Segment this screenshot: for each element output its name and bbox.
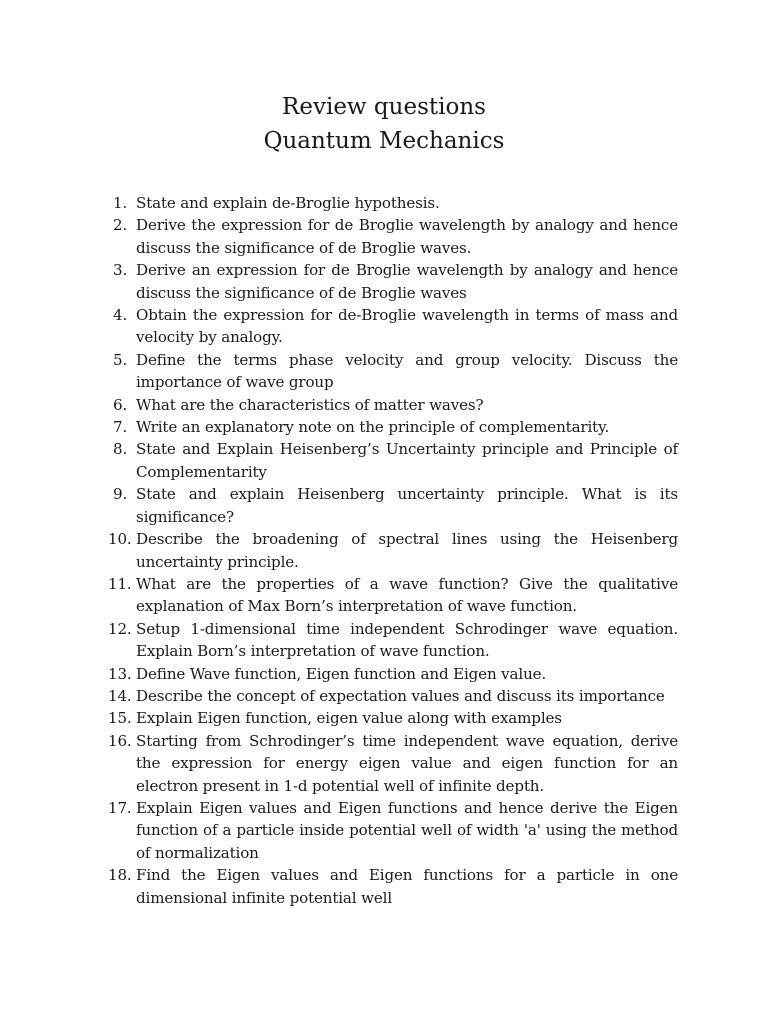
question-item-17 [108, 797, 678, 864]
question-text: Find the Eigen values and Eigen functions for a particle in one dimensional infinite potential well [136, 866, 678, 907]
question-item-15 [108, 707, 678, 729]
question-text: What are the properties of a wave function? Give the qualitative explanation of Max Born’s interpretation of wave function. [136, 574, 678, 616]
question-item-14 [108, 685, 678, 707]
page-title: Review questions [282, 94, 486, 120]
question-item-13 [108, 663, 678, 685]
question-number: 13. [108, 664, 132, 683]
question-number: 12. [108, 619, 132, 638]
question-text: Define the terms phase velocity and group velocity. Discuss the importance of wave group [136, 350, 678, 392]
question-number: 14. [108, 686, 132, 705]
question-text: State and explain de-Broglie hypothesis. [136, 194, 440, 212]
question-text: Derive an expression for de Broglie wavelength by analogy and hence discuss the significance of de Broglie waves [136, 261, 678, 302]
question-list [108, 192, 678, 909]
question-item-16 [108, 730, 678, 797]
question-number: 18. [108, 866, 132, 885]
title-block [0, 90, 768, 158]
question-item-11 [108, 573, 678, 618]
question-item-18 [108, 864, 678, 909]
page-subtitle: Quantum Mechanics [263, 128, 505, 154]
question-text: Define Wave function, Eigen function and Eigen value. [136, 664, 547, 683]
question-number: 1. [113, 194, 128, 212]
question-item-5 [108, 349, 678, 394]
question-item-2 [108, 214, 678, 259]
question-number: 8. [113, 440, 128, 459]
question-text: What are the characteristics of matter waves? [136, 395, 484, 414]
question-number: 6. [113, 395, 128, 414]
question-number: 17. [108, 798, 132, 817]
question-text: State and explain Heisenberg uncertainty principle. What is its significance? [136, 485, 678, 526]
question-number: 10. [108, 530, 132, 549]
question-text: State and Explain Heisenberg’s Uncertainty principle and Principle of Complementarity [136, 440, 678, 481]
question-item-8 [108, 438, 678, 483]
question-text: Explain Eigen values and Eigen functions and hence derive the Eigen function of a particle inside potential well of width 'a' using the method of normalization [136, 798, 678, 862]
question-text: Obtain the expression for de-Broglie wavelength in terms of mass and velocity by analogy. [136, 306, 678, 347]
question-text: Explain Eigen function, eigen value along with examples [136, 709, 562, 728]
question-item-10 [108, 528, 678, 573]
question-number: 11. [108, 574, 132, 593]
question-item-9 [108, 483, 678, 528]
question-number: 9. [113, 485, 128, 504]
question-text: Derive the expression for de Broglie wavelength by analogy and hence discuss the significance of de Broglie waves. [136, 216, 678, 257]
question-number: 15. [108, 709, 132, 728]
question-number: 4. [113, 306, 128, 325]
question-item-7 [108, 416, 678, 438]
question-item-6 [108, 394, 678, 416]
question-number: 7. [113, 418, 128, 437]
question-text: Describe the concept of expectation values and discuss its importance [136, 686, 665, 705]
question-item-1 [108, 192, 678, 214]
question-text: Write an explanatory note on the principle of complementarity. [136, 418, 610, 437]
question-item-3 [108, 259, 678, 304]
question-number: 2. [113, 216, 128, 235]
question-number: 3. [113, 261, 128, 280]
question-text: Starting from Schrodinger’s time independent wave equation, derive the expression for energy eigen value and eigen function for an electron present in 1-d potential well of infinite depth. [136, 731, 678, 795]
question-text: Describe the broadening of spectral lines using the Heisenberg uncertainty principle. [136, 530, 678, 571]
question-item-12 [108, 618, 678, 663]
question-item-4 [108, 304, 678, 349]
question-text: Setup 1-dimensional time independent Schrodinger wave equation. Explain Born’s interpretation of wave function. [136, 619, 678, 661]
question-number: 5. [113, 350, 128, 369]
question-number: 16. [108, 731, 132, 750]
